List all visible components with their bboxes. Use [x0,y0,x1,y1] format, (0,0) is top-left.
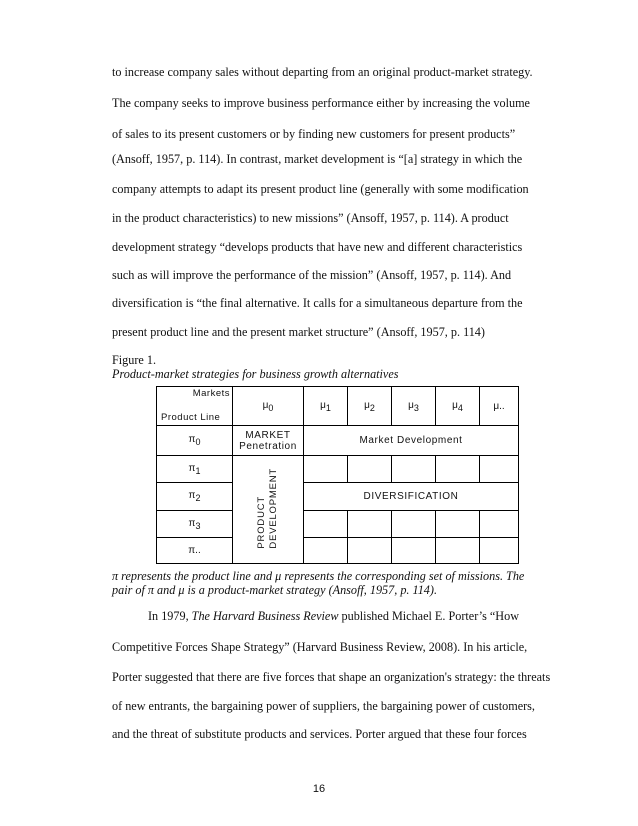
market-penetration-cell: MARKET Penetration [233,426,304,456]
body-line: The company seeks to improve business performance either by increasing the volume [112,96,530,110]
corner-product-line-label: Product Line [161,412,221,423]
pi-row-header: $\pi_1$ [157,456,233,483]
matrix-cell [392,456,436,483]
matrix-cell [392,538,436,564]
body-line: of sales to its present customers or by finding new customers for present products” [112,127,516,141]
matrix-cell [348,538,392,564]
figure-title: Product-market strategies for business growth alternatives [112,367,399,381]
ansoff-matrix [156,386,519,564]
mu-header: $\mu_4$ [436,387,480,426]
pi-row-header: $\pi_2$ [157,483,233,511]
product-development-cell: PRODUCTDEVELOPMENT [233,456,304,564]
body-line: Porter suggested that there are five forces that shape an organization's strategy: the threats [112,670,551,684]
matrix-cell [304,538,348,564]
matrix-cell [480,511,519,538]
mu-header: $\mu_0$ [233,387,304,426]
mu-header: $\mu_2$ [348,387,392,426]
corner-markets-label: Markets [192,388,230,399]
body-line: present product line and the present market structure” (Ansoff, 1957, p. 114) [112,325,485,339]
body-line: of new entrants, the bargaining power of suppliers, the bargaining power of customers, [112,699,535,713]
body-line: to increase company sales without departing from an original product-market strategy. [112,65,533,79]
matrix-cell [436,511,480,538]
body-line: company attempts to adapt its present product line (generally with some modification [112,182,529,196]
matrix-cell [436,538,480,564]
figure-note: pair of π and μ is a product-market strategy (Ansoff, 1957, p. 114). [112,583,438,597]
body-line: in the product characteristics) to new missions” (Ansoff, 1957, p. 114). A product [112,211,509,225]
mu-header: $\mu_3$ [392,387,436,426]
matrix-cell [348,511,392,538]
mu-header: $\mu_1$ [304,387,348,426]
diversification-cell: DIVERSIFICATION [304,483,519,511]
body-line: development strategy “develops products that have new and different characteristics [112,240,523,254]
matrix-cell [480,538,519,564]
body-line: such as will improve the performance of the mission” (Ansoff, 1957, p. 114). And [112,268,512,282]
body-line: In 1979, The Harvard Business Review published Michael E. Porter’s “How [148,609,519,623]
matrix-cell [392,511,436,538]
pi-row-header: $\pi_0$ [157,426,233,456]
body-line: diversification is “the final alternative. It calls for a simultaneous departure from the [112,296,523,310]
page-number: 16 [312,783,326,795]
pi-row-header: π.. [157,538,233,564]
matrix-cell [480,456,519,483]
figure-note: π represents the product line and μ represents the corresponding set of missions. The [112,569,525,583]
matrix-cell [436,456,480,483]
matrix-cell [304,511,348,538]
body-line: and the threat of substitute products and services. Porter argued that these four forces [112,727,527,741]
market-development-cell: Market Development [304,426,519,456]
body-line: Competitive Forces Shape Strategy” (Harvard Business Review, 2008). In his article, [112,640,528,654]
matrix-corner [157,387,233,426]
body-line: (Ansoff, 1957, p. 114). In contrast, market development is “[a] strategy in which the [112,152,523,166]
figure-label: Figure 1. [112,353,157,367]
mu-header: μ.. [480,387,519,426]
matrix-cell [304,456,348,483]
matrix-cell [348,456,392,483]
pi-row-header: $\pi_3$ [157,511,233,538]
